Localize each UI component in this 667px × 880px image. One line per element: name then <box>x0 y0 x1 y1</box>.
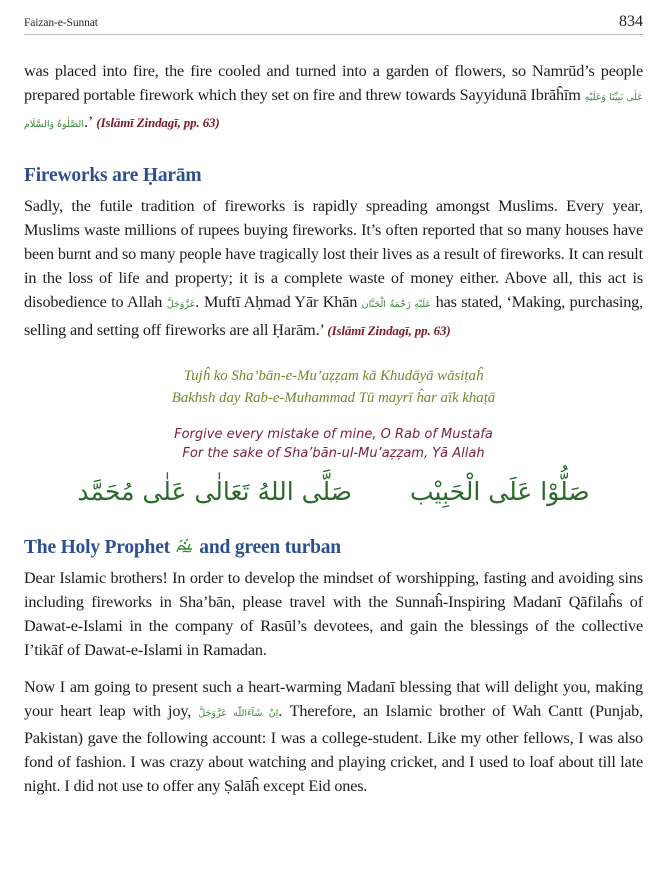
poem-block <box>24 365 643 463</box>
arabic-blessing-ibrahim: عَلٰی نَبِیِّنَا وَعَلَیْهِ الصَّلٰوةُ وَالسَّلَام <box>24 92 643 131</box>
reference-citation: (Islāmī Zindagī, pp. 63) <box>96 115 220 131</box>
paragraph-madani-blessing: Now I am going to present such a heart-warming Madanī blessing that will delight you, making your heart leap with joy, اِنْ شَآءَاللّٰه عَزَّوَجَلَّ. Therefore, an Islamic brother of Wah Cantt (Punjab, Pakistan) gave the following account: I was a college-student. Like my other fellows, I was also fond of fashion. I was crazy about watching and playing cricket, and I used to loaf about till late night. I did not use to offer any Ṣalāĥ except Eid ones. <box>24 677 643 796</box>
arabic-inshallah: اِنْ شَآءَاللّٰه عَزَّوَجَلَّ <box>198 707 279 719</box>
page-number: 834 <box>619 13 643 30</box>
salat-right: صَلُّوْا عَلَى الْحَبِيْب <box>409 476 590 506</box>
salat-left: صَلَّى اللهُ تَعَالٰى عَلٰى مُحَمَّد <box>77 476 352 506</box>
paragraph-fireworks-haram: Sadly, the futile tradition of fireworks is rapidly spreading amongst Muslims. Every year, Muslims waste millions of rupees buying fireworks. It’s often reported that so many houses have been burnt and so many people have tragically lost their lives as a result of fireworks. It can result in the loss of life and property; it is a complete waste of money either. Above all, this act is disobedience to Allah عَزَّوَجَلَّ. Muftī Aḥmad Yār Khān عَلَيْهِ رَحْمَةُ الْحَنَّان has stated, ‘Making, purchasing, selling and setting off fireworks are all Ḥarām.’ (Islāmī Zindagī, pp. 63) <box>24 196 643 339</box>
book-title: Faizan-e-Sunnat <box>24 17 98 29</box>
page-header <box>24 8 643 35</box>
paragraph-dear-brothers: Dear Islamic brothers! In order to develop the mindset of worshipping, fasting and avoiding sins including fireworks in Sha’bān, please travel with the Sunnaĥ-Inspiring Madanī Qāfilaĥs of Dawat-e-Islami in the company of Rasūl’s devotees, and gain the blessings of the collective I’tikāf of Dawat-e-Islami in Ramadan. <box>24 568 643 660</box>
reference-citation: (Islāmī Zindagī, pp. 63) <box>327 322 451 338</box>
salutation-calligraphy-icon <box>175 538 195 555</box>
arabic-rahmat: عَلَيْهِ رَحْمَةُ الْحَنَّان <box>361 299 432 311</box>
poem-urdu-line-1: Tujĥ ko Sha’bān-e-Mu’aẓẓam kā Khudāyā wāsiṭaĥ <box>183 367 484 384</box>
page-content <box>24 59 643 799</box>
poem-urdu-line-2: Bakhsh day Rab-e-Muhammad Tū mayrī ĥar aīk khaṭā <box>171 389 496 406</box>
paragraph-continuation: was placed into fire, the fire cooled and turned into a garden of flowers, so Namrūd’s people prepared portable firework which they set on fire and threw towards Sayyidunā Ibrāĥīm عَلٰی نَبِیِّنَا وَعَلَیْهِ الصَّلٰوةُ وَالسَّلَام.’ (Islāmī Zindagī, pp. 63) <box>24 62 643 132</box>
section-heading-fireworks: Fireworks are Ḥarām <box>24 164 202 186</box>
poem-english-line-1: Forgive every mistake of mine, O Rab of Mustafa <box>174 426 493 442</box>
arabic-azzawajal: عَزَّوَجَلَّ <box>166 299 196 311</box>
poem-english-line-2: For the sake of Sha’bān-ul-Mu’aẓẓam, Yā Allah <box>182 445 485 461</box>
salat-calligraphy <box>24 477 643 506</box>
section-heading-green-turban: The Holy Prophet and green turban <box>24 536 341 558</box>
